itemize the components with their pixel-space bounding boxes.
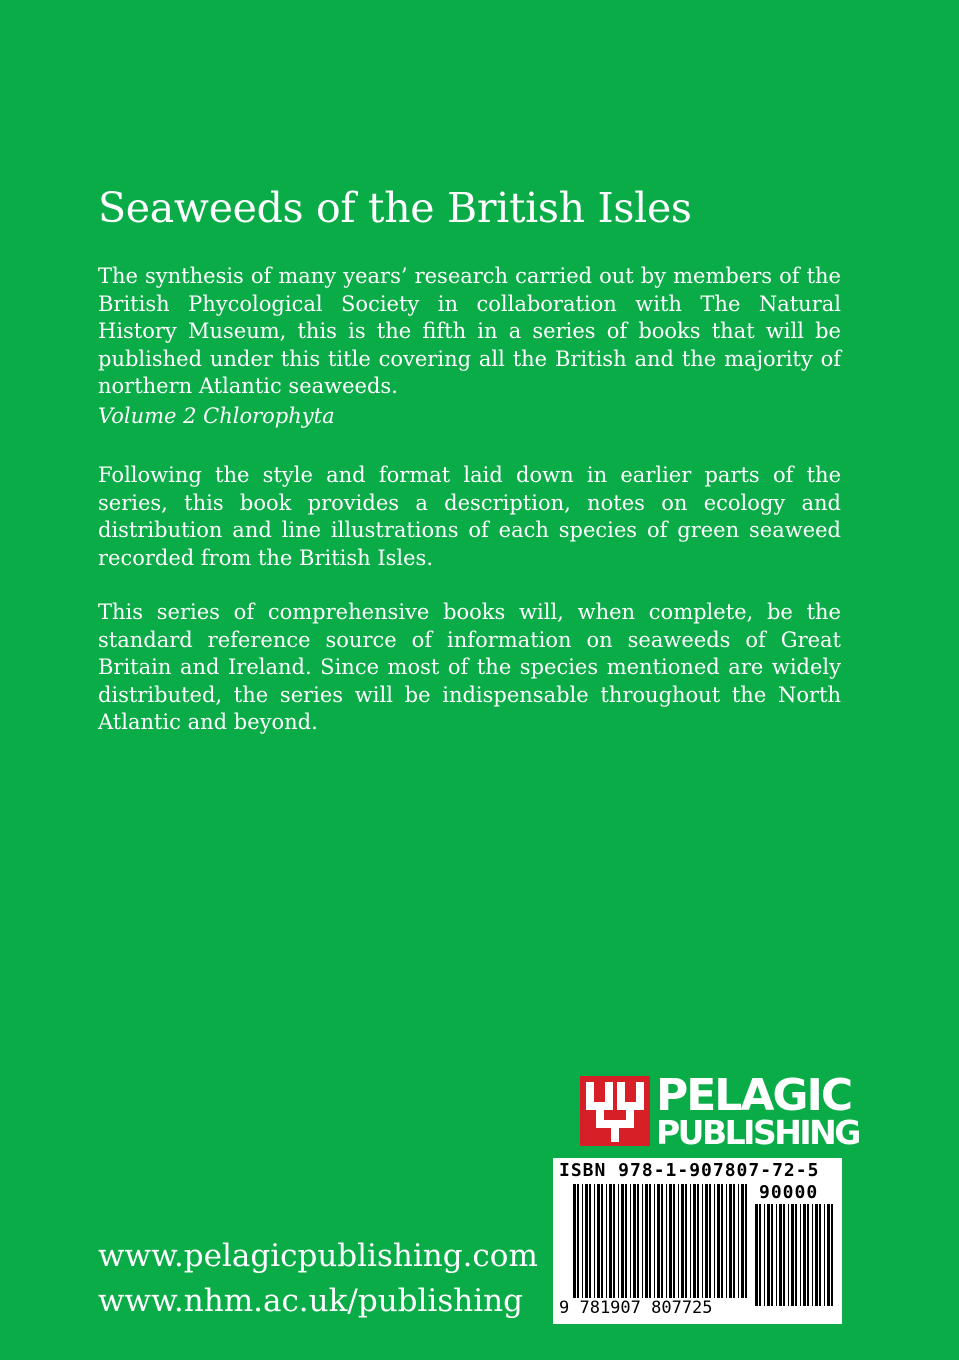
book-title: Seaweeds of the British Isles xyxy=(98,184,692,232)
description-paragraph-3: This series of comprehensive books will, when complete, be the standard reference source of information on seaweeds of Great Britain and Ireland. Since most of the species mentioned are widely distributed, the series will be indispensable throughout the North Atlantic and beyond. xyxy=(98,600,841,734)
isbn-barcode xyxy=(553,1158,842,1324)
barcode-addon-number: 90000 xyxy=(759,1182,819,1203)
isbn-text: ISBN 978-1-907807-72-5 xyxy=(559,1160,820,1181)
logo-text-pelagic: PELAGIC xyxy=(656,1070,852,1121)
logo-text-publishing: PUBLISHING xyxy=(656,1113,859,1152)
description-paragraph-2: Following the style and format laid down in earlier parts of the series, this book provides a description, notes on ecology and distribution and line illustrations of each species of green seaweed recorded from the British Isles. xyxy=(98,463,841,570)
publisher-logo xyxy=(580,1070,859,1152)
barcode-ean-number: 9 781907 807725 xyxy=(559,1298,713,1318)
volume-subtitle: Volume 2 Chlorophyta xyxy=(98,404,335,428)
url-pelagic[interactable]: www.pelagicpublishing.com xyxy=(98,1238,538,1274)
url-nhm[interactable]: www.nhm.ac.uk/publishing xyxy=(98,1283,523,1319)
pelagic-logo-icon xyxy=(580,1076,650,1146)
description-paragraph-1: The synthesis of many years’ research carried out by members of the British Phycological Society in collaboration with The Natural History Museum, this is the fifth in a series of books that will be published under this title covering all the British and the majority of northern Atlantic seaweeds. xyxy=(98,264,841,398)
